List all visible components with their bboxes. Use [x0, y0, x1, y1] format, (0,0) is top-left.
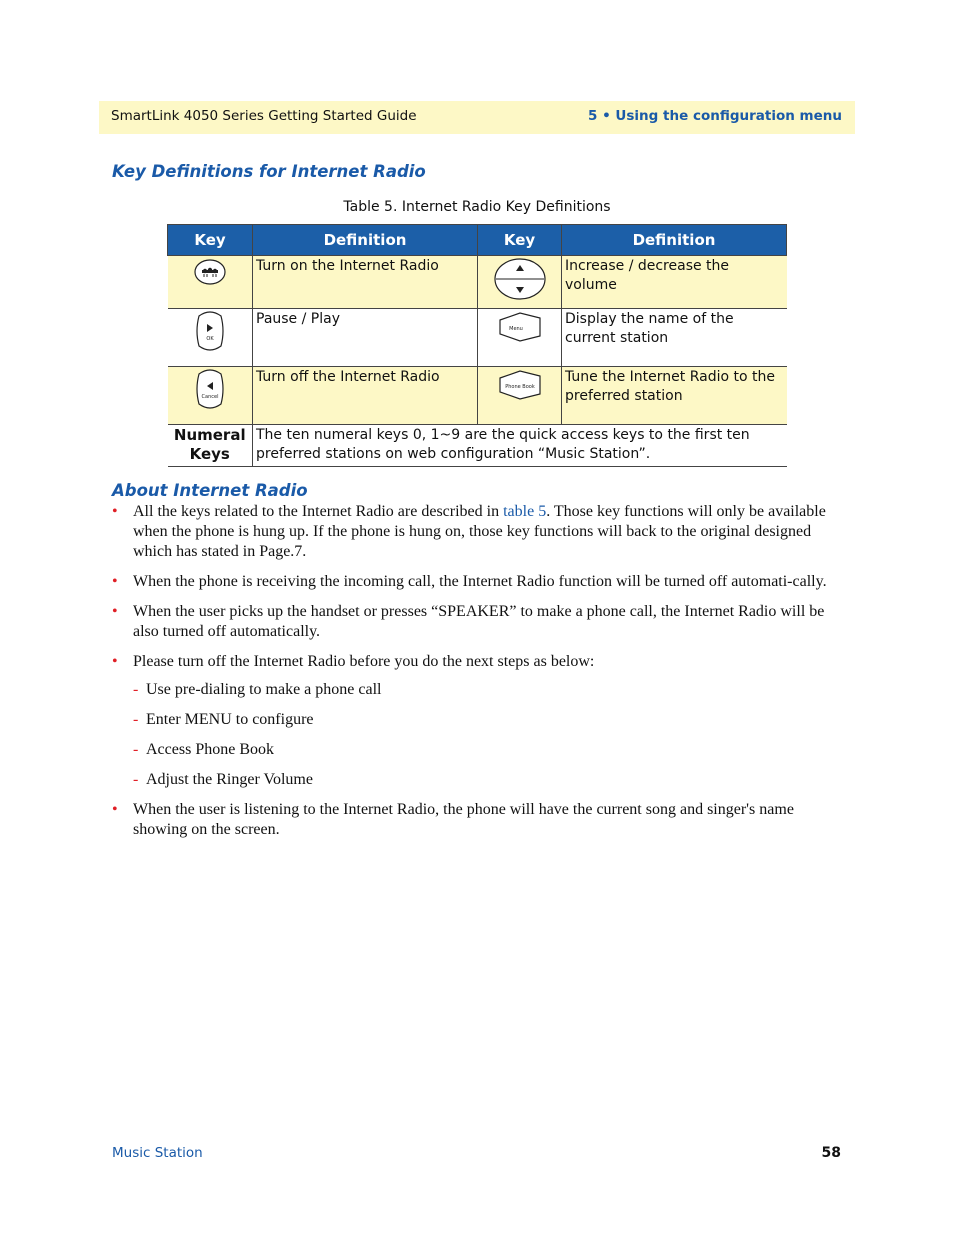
svg-text:Menu: Menu	[508, 326, 523, 332]
sub-list-item: - Access Phone Book	[133, 741, 274, 758]
header-guide-title: SmartLink 4050 Series Getting Started Guide	[111, 108, 417, 124]
key-definitions-table	[167, 224, 787, 467]
cancel-key-icon	[193, 368, 227, 410]
section-title-key-definitions: Key Definitions for Internet Radio	[112, 162, 426, 181]
table-row	[168, 309, 787, 367]
definition-radio-off: Turn off the Internet Radio	[253, 367, 478, 425]
dash-icon: -	[133, 681, 139, 698]
menu-key-icon	[496, 310, 544, 344]
section-title-about-radio: About Internet Radio	[112, 481, 308, 500]
about-radio-list	[112, 502, 842, 850]
definition-pause-play: Pause / Play	[253, 309, 478, 367]
list-item: • All the keys related to the Internet Radio are described in table 5. Those key functions will only be available when the phone is hung up. If the phone is hung on, those key functions will back to the original designed which has stated in Page.7.	[112, 503, 826, 560]
volume-key-icon	[493, 257, 547, 301]
table-row	[168, 425, 787, 467]
ok-key-icon	[193, 310, 227, 352]
definition-radio-on: Turn on the Internet Radio	[253, 256, 478, 309]
header-definition-2: Definition	[562, 225, 787, 256]
bullet-icon: •	[112, 573, 118, 590]
table-row	[168, 256, 787, 309]
bullet-icon: •	[112, 801, 118, 818]
radio-key-icon	[193, 257, 227, 287]
table-header-row	[168, 225, 787, 256]
list-item: • Please turn off the Internet Radio before you do the next steps as below:	[112, 653, 595, 670]
list-item: • When the user is listening to the Internet Radio, the phone will have the current song and singer's name showing on the screen.	[112, 801, 794, 838]
svg-text:OK: OK	[206, 336, 214, 342]
header-key-2: Key	[478, 225, 562, 256]
bullet-icon: •	[112, 653, 118, 670]
sub-list-item: - Adjust the Ringer Volume	[133, 771, 313, 788]
page-header	[99, 101, 855, 134]
definition-tune-station: Tune the Internet Radio to the preferred station	[562, 367, 787, 425]
header-definition-1: Definition	[253, 225, 478, 256]
list-item: • When the phone is receiving the incoming call, the Internet Radio function will be turned off automati-cally.	[112, 573, 827, 590]
bullet-icon: •	[112, 503, 118, 520]
page-number: 58	[821, 1145, 841, 1161]
svg-text:Cancel: Cancel	[201, 394, 219, 400]
numeral-keys-label: Numeral Keys	[168, 425, 253, 467]
numeral-keys-definition: The ten numeral keys 0, 1~9 are the quick access keys to the first ten preferred stations on web configuration “Music Station”.	[253, 425, 787, 467]
table-5-link[interactable]: table 5	[503, 503, 547, 520]
dash-icon: -	[133, 741, 139, 758]
definition-volume: Increase / decrease the volume	[562, 256, 787, 309]
list-item: • When the user picks up the handset or presses “SPEAKER” to make a phone call, the Internet Radio will be also turned off automatically.	[112, 603, 825, 640]
svg-text:Phone Book: Phone Book	[504, 384, 535, 390]
definition-display-station: Display the name of the current station	[562, 309, 787, 367]
table-row	[168, 367, 787, 425]
header-key-1: Key	[168, 225, 253, 256]
phone-book-key-icon	[496, 368, 544, 402]
dash-icon: -	[133, 711, 139, 728]
table-caption: Table 5. Internet Radio Key Definitions	[343, 199, 611, 215]
header-chapter: 5 • Using the configuration menu	[588, 108, 842, 124]
footer-section-name: Music Station	[112, 1145, 203, 1161]
dash-icon: -	[133, 771, 139, 788]
sub-list-item: - Use pre-dialing to make a phone call	[133, 681, 382, 698]
bullet-icon: •	[112, 603, 118, 620]
sub-list-item: - Enter MENU to configure	[133, 711, 314, 728]
